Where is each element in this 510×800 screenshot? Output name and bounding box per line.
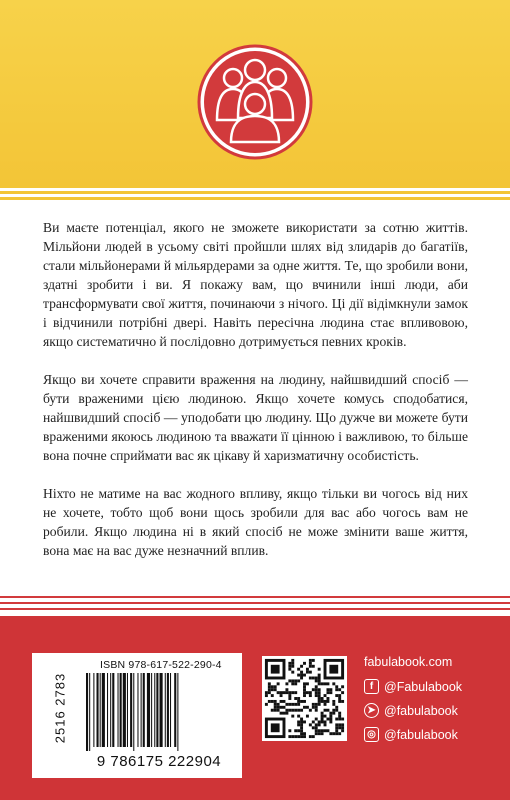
qr-code-icon <box>262 656 347 741</box>
instagram-link[interactable] <box>364 727 458 742</box>
side-code: 2516 2783 <box>52 672 68 743</box>
isbn-label: ISBN 978-617-522-290-4 <box>100 659 222 671</box>
back-cover-text <box>43 218 468 579</box>
facebook-handle: @Fabulabook <box>384 679 463 694</box>
people-group-icon <box>195 42 315 162</box>
paragraph-1: Ви маєте потенціал, якого не зможете використати за сотню життів. Мільйони людей в усьому світі пройшли шлях від злидарів до багатіїв, стали мільйонерами й мільярдерами за одне життя. Те, що зробили вони, здатні зробити і ви. Я покажу вам, що вчинили інші люди, аби трансформувати свої життя, починаючи з нічого. Ці дії відімкнули замок і відчинили потрібні двері. Навіть пересічна людина стає впливовою, якщо систематично й послідовно дотримується певних кроків. <box>43 220 468 349</box>
telegram-handle: @fabulabook <box>384 703 458 718</box>
instagram-icon: ◎ <box>364 727 379 742</box>
bottom-stripes <box>0 590 510 616</box>
barcode-digits: 9 786175 222904 <box>96 753 222 770</box>
telegram-link[interactable] <box>364 703 458 718</box>
barcode-icon <box>84 673 234 751</box>
barcode-panel <box>32 653 242 778</box>
instagram-handle: @fabulabook <box>384 727 458 742</box>
paragraph-2: Якщо ви хочете справити враження на людину, найшвидший спосіб — бути враженими цією людиною. Якщо хочете комусь сподобатися, найшвидший спосіб — уподобати цю людину. Що дужче ви можете бути враженими якоюсь людиною та вважати її цінною і важливою, то більше вона почне сприймати вас як цікаву й харизматичну особистість. <box>43 372 468 463</box>
telegram-icon: ➤ <box>364 703 379 718</box>
paragraph-3: Ніхто не матиме на вас жодного впливу, якщо тільки ви чогось від них не хочете, тобто щоб вони щось зробили для вас або чогось вам не робили. Якщо людина ні в який спосіб не може змінити ваше життя, вона має на вас дуже незначний вплив. <box>43 486 468 558</box>
facebook-icon: f <box>364 679 379 694</box>
top-stripes <box>0 185 510 207</box>
website-link[interactable]: fabulabook.com <box>364 655 453 669</box>
facebook-link[interactable] <box>364 679 462 694</box>
